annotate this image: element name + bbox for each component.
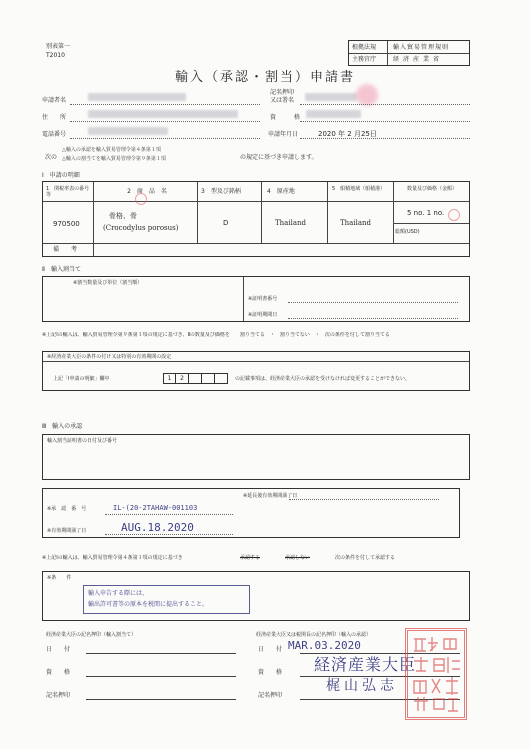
correction-seal-icon [135,193,147,205]
col-goods-header: 2 商 品 名 [127,188,167,195]
form-id-1: 別表第一 [46,43,71,50]
approval-box [42,488,460,538]
validity-suffix: の記載事項は、経済産業大臣の承認を受けなければ変更することができない。 [235,376,411,382]
validity-box-4 [202,373,215,384]
validity-box-1: 1 [163,373,176,384]
section1-heading: Ⅰ 申請の明細 [42,172,80,179]
validity-prefix: 上記「Ⅰ申請の明細」欄中 [53,376,110,382]
redacted-applicant-name [88,93,186,101]
right-date-value: MAR.03.2020 [288,639,361,652]
approval-note: ※上記Ⅰの輸入は、輸入貿易管理令第４条第１項の規定に基づき [42,555,183,561]
goods-name-jp: 骨格、骨 [109,212,137,220]
origin-value: Thailand [275,219,306,227]
conditions-label: ※条 件 [47,575,72,581]
left-qualification-label: 資 格 [46,669,71,676]
section3-heading: Ⅲ 輸入の承認 [42,423,83,430]
provision-line-1: △輸入の承認を輸入貿易管理令第４条第１項 [62,147,161,153]
quota-cert-label: 輸入割当証明書の日付及び番号 [47,438,118,444]
approval-no-label: ※承 認 番 号 [47,506,87,512]
type-value: D [223,219,229,227]
shipping-value: Thailand [340,219,371,227]
conditions-stamp-line-2: 輸出許可書等の原本を税関に提出すること。 [88,601,209,608]
approval-option-conditional: 次の条件を付して承認する [335,555,396,561]
approval-option-approve: 承認する [240,555,261,561]
page-title: 輸入（承認・割当）申請書 [174,70,355,85]
cert-date-label: ※証明期間日 [248,312,278,318]
col-quantity-header: 数量及び価格（金額） [406,186,457,192]
qualification-label: 資 格 [270,114,307,121]
total-amount-label: 総額(USD) [395,229,420,235]
allocation-note: ※上記Ⅰの輸入は、輸入貿易管理令第９条第１項の規定に基づき、Ⅱの数量及び価格を 割り当てる ・ 割り当てない ・ 次の条件を付して割り当てる [42,332,390,338]
sign-label-1: 記名押印 [270,89,295,96]
quantity-value: 5 no. 1 no. [407,209,445,217]
left-date-label: 日 付 [46,646,71,653]
date-label: 申請年月日 [268,131,299,138]
footer-left-title: 経済産業大臣の記名押印（輸入割当て） [46,632,137,638]
remarks-label: 備 考 [53,246,81,253]
validity-heading: ※経済産業大臣の条件の付け又は特別の有効期間の設定 [47,354,172,360]
validity-boxes [163,373,228,384]
provision-line-2: △輸入の割当てを輸入貿易管理令第９条第１項 [62,156,166,162]
next-label: 次の [45,154,58,161]
redacted-signature [305,93,357,101]
approval-option-deny: 承認しない [285,555,311,561]
cert-no-label: ※証明書番号 [248,296,278,302]
validity-table [42,351,470,391]
section1-table [42,181,470,257]
redacted-address [88,110,238,118]
left-seal-label: 記名押印 [46,692,71,699]
correction-seal-icon [448,209,460,221]
minister-title: 経済産業大臣 [314,655,417,674]
col-type-header: 3 型及び銘柄 [201,188,241,195]
tariff-number: 970500 [53,220,80,228]
law-value: 輸入貿易管理規則 [393,44,450,51]
approval-number: IL-(20-2TAHAW-001103 [113,504,198,512]
right-qualification-label: 資 格 [258,669,283,676]
quota-cert-box [42,434,470,480]
provision-tail: の規定に基づき申請します。 [240,154,318,161]
conditions-stamp-line-1: 輸入申告する際には、 [88,590,149,597]
col-shipping-header: 5 船積地域（船積港） [332,186,386,192]
phone-label: 電話番号 [42,131,67,138]
redacted-seal [356,84,378,106]
right-seal-label: 記名押印 [258,692,283,699]
section2-heading: Ⅱ 輸入割当て [42,266,81,273]
validity-box-5 [215,373,228,384]
sign-label-2: 又は署名 [270,97,295,104]
authority-label: 主務官庁 [352,56,377,63]
applicant-label: 申請者名 [42,97,67,104]
col-tariff-header: 1 関税率表の番号等 [46,186,90,198]
expiry-date: AUG.18.2020 [121,521,194,534]
right-date-label: 日 付 [258,646,283,653]
law-box [348,40,470,66]
conditions-stamp [83,585,250,614]
minister-name: 梶山弘志 [326,678,398,694]
authority-value: 経済産業省 [393,56,444,63]
law-label: 根拠法規 [352,44,377,51]
validity-box-2: 2 [176,373,189,384]
validity-box-3 [189,373,202,384]
form-id-2: T2010 [46,52,65,59]
application-date: 2020 年 2 月25日 [318,130,377,138]
col-origin-header: 4 原産地 [267,188,295,195]
expiry-label: ※有効期間満了日 [47,528,87,534]
redacted-qualification [306,110,361,118]
address-label: 住 所 [42,114,70,121]
allocation-label: ※割当数量及び単位（割当額） [73,280,143,286]
redacted-phone [88,127,168,135]
goods-name-en: (Crocodylus porosus) [103,224,179,232]
official-seal-icon [405,628,467,720]
conditions-box [42,571,470,621]
extension-label: ※延長後有効期間満了日 [243,493,298,499]
allocation-table [42,276,470,322]
footer-right-title: 経済産業大臣又は税関長の記名押印（輸入の承認） [256,632,372,638]
